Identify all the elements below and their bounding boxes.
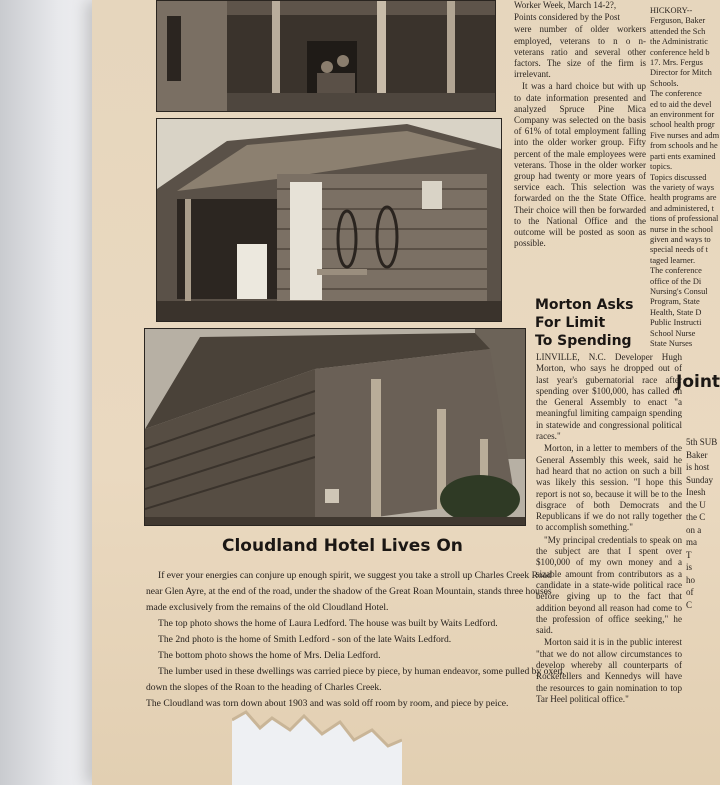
clip-top-col2-line: attended the Sch: [650, 26, 706, 36]
right-edge-line: the C: [686, 512, 706, 522]
morton-para-4: Morton said it is in the public interest "that we do not allow circumstances to develop whereby all counterparts of Rockefellers and Kennedys will have the resources to gain nomination to top Tar Heel political office.": [536, 637, 682, 704]
clip-top-para-2: It was a hard choice but with up to date information presented and analyzed Spruce Pine Mica Company was selected on the basis of 61% of total employment falling into the older worker group. Fifty percent of the male employees were veterans. Those in the older worker group had twenty or more years of service each. This selection was forwarded on the the State Office. Their choice will then be forwarded to the National Office and the outcome will be posted as soon as possible.: [514, 81, 646, 249]
clip-top-col2-line: Schools.: [650, 78, 679, 88]
photo-smith-ledford-home: [156, 118, 502, 322]
morton-headline: [535, 296, 633, 350]
clip-top-col2-line: school health progr: [650, 120, 715, 130]
right-edge-line: Inesh: [686, 487, 706, 497]
cloudland-para-2: The top photo shows the home of Laura Ledford. The house was built by Waits Ledford.: [158, 618, 498, 629]
clip-top-col2-line: Director for Mitch: [650, 68, 712, 78]
clip-top-col2-line: Nursing's Consul: [650, 286, 708, 296]
clip-top-para-1: were number of older workers employed, veterans to n o n-veterans ratio and several other factors. The size of the firm is irrelevant.: [514, 24, 646, 80]
clip-top-col2-line: 17. Mrs. Fergus: [650, 58, 703, 68]
right-edge-line: the U: [686, 499, 706, 510]
clip-top-col2-line: topics.: [650, 162, 673, 172]
morton-headline-line-1: Morton Asks: [535, 297, 634, 313]
clip-top-col1: [514, 0, 646, 250]
clip-top-col2-line: Program, State: [650, 297, 700, 307]
right-edge-line: ma: [686, 537, 697, 547]
clip-top-col2-line: Ferguson, Baker: [650, 16, 706, 26]
joint-heading: Joint: [676, 372, 720, 392]
clip-top-line-1: Worker Week, March 14-2?,: [514, 0, 617, 10]
cloudland-headline: Cloudland Hotel Lives On: [222, 536, 463, 556]
photo-laura-ledford-home: [156, 0, 496, 112]
clip-top-col2-line: nurse in the school: [650, 224, 714, 234]
right-edge-line: ho: [686, 574, 695, 585]
clip-top-col2-line: HICKORY--: [650, 6, 693, 15]
clip-top-col2-line: School Nurse: [650, 328, 696, 338]
right-edge-line: is host: [686, 462, 710, 472]
clip-top-col2-line: Public Instructi: [650, 318, 702, 328]
clip-top-col2-line: and administered, t: [650, 203, 714, 213]
cloudland-para-4: The bottom photo shows the home of Mrs. Delia Ledford.: [158, 650, 381, 661]
clip-top-col2-line: health programs are: [650, 193, 717, 203]
clip-top-col2: [650, 6, 720, 349]
torn-paper-edge: [232, 700, 402, 785]
clip-top-col2-line: given and ways to: [650, 234, 711, 244]
clip-top-col2-line: from schools and he: [650, 141, 718, 151]
cloudland-para-6: The Cloudland was torn down about 1903 and was sold off room by room, and piece by peice.: [146, 698, 509, 709]
clip-top-col2-line: conference held b: [650, 47, 710, 57]
right-edge-line: T: [686, 549, 692, 560]
photo-delia-ledford-home: [144, 328, 526, 526]
clip-top-col2-line: Topics discussed: [650, 172, 707, 182]
clip-top-col2-line: Five nurses and adm: [650, 130, 720, 140]
clip-top-line-2: Points considered by the Post: [514, 12, 620, 23]
clip-top-col2-line: The conference: [650, 89, 702, 99]
morton-para-3: "My principal credentials to speak on the subject are that I spent over $100,000 of my own money and a sizable amount from contributors as a candidate in a state-wide political race before giving up to the fact that addition beyond all reason had come to the profession of office seeking," he said.: [536, 534, 682, 636]
clip-top-col2-line: ed to aid the devel: [650, 99, 712, 109]
cloudland-body: [146, 568, 566, 712]
clip-top-col2-line: an environment for: [650, 110, 715, 120]
right-edge-line: Baker: [686, 449, 708, 460]
clip-top-col2-line: the Administratic: [650, 37, 708, 47]
right-edge-line: of: [686, 587, 694, 597]
clip-top-col2-line: parti ents examined: [650, 151, 716, 161]
clip-top-col2-line: The conference: [650, 266, 702, 276]
cloudland-para-1: If ever your energies can conjure up enough spirit, we suggest you take a stroll up Charles Creek Road near Glen Ayre, at the end of the road, under the shadow of the Great Roan Mountain, stands three houses made exclusively from the remains of the old Cloudland Hotel.: [146, 570, 552, 613]
right-edge-line: 5th SUB: [686, 437, 718, 447]
morton-para-1: LINVILLE, N.C. Developer Hugh Morton, who says he dropped out of last year's gubernatorial race after spending over $100,000, has called on the General Assembly to enact "a meaningful limiting campaign spending in statewide and congressional political races.": [536, 352, 682, 442]
clip-top-col2-line: taged learner.: [650, 255, 696, 265]
morton-headline-line-3: To Spending: [535, 333, 632, 349]
right-edge-fragments: [686, 436, 720, 611]
clip-top-col2-line: the variety of ways: [650, 182, 714, 192]
right-edge-line: on a: [686, 524, 702, 535]
morton-headline-line-2: For Limit: [535, 315, 606, 331]
right-edge-line: C: [686, 599, 693, 610]
morton-para-2: Morton, in a letter to members of the General Assembly this week, said he had heard that no action on such a bill was likely this session. "I hope this report is not so, because it will be to the disgrace of both Democrats and Republicans if we do not rally together to accomplish something.": [536, 443, 682, 533]
right-edge-line: is: [686, 562, 693, 572]
cloudland-para-5: The lumber used in these dwellings was carried piece by piece, by human endeavor, some pulled by oxen, down the slopes of the Roan to the heading of Charles Creek.: [146, 666, 565, 693]
clip-top-col2-line: Health, State D: [650, 307, 702, 317]
clip-top-col2-line: tions of professional: [650, 214, 719, 224]
clip-top-col2-line: office of the Di: [650, 276, 702, 286]
cloudland-para-3: The 2nd photo is the home of Smith Ledford - son of the late Waits Ledford.: [158, 634, 452, 645]
clip-top-col2-line: special needs of t: [650, 245, 708, 255]
clip-top-col2-line: State Nurses: [650, 339, 693, 348]
right-edge-line: Sunday: [686, 474, 713, 485]
